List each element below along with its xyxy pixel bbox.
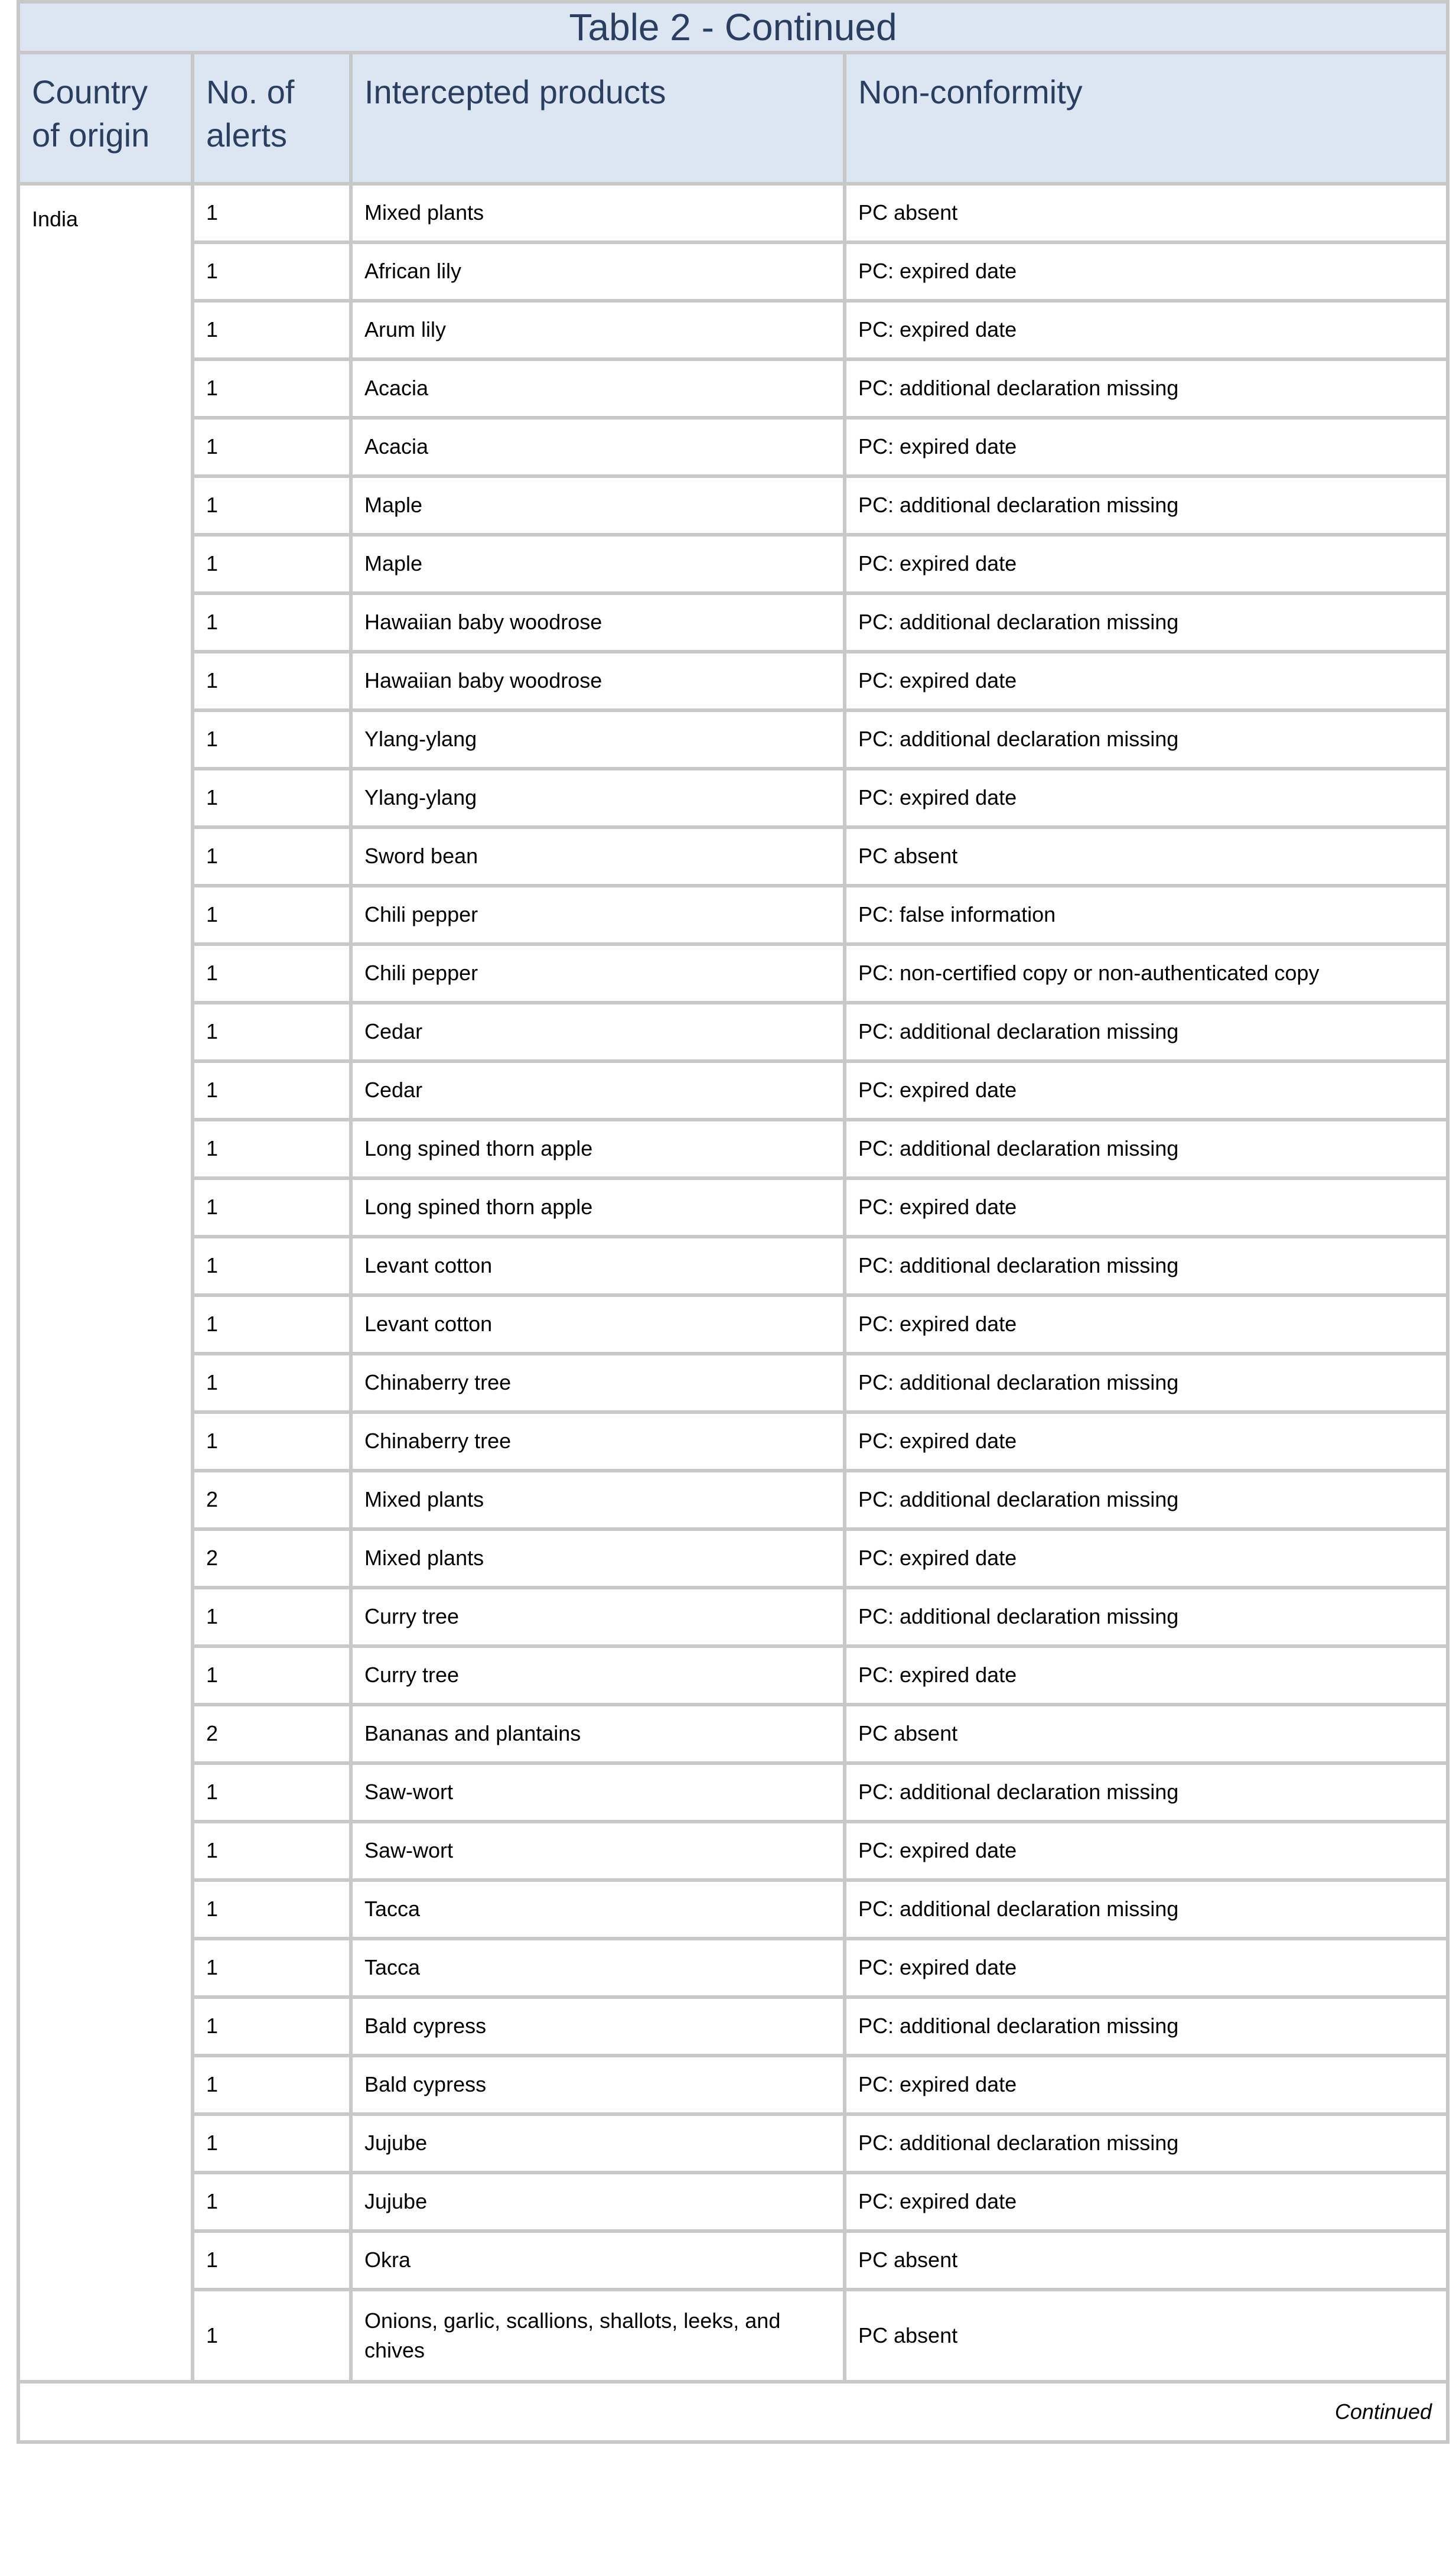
- nonconformity-cell: PC: expired date: [845, 242, 1448, 301]
- product-cell: Sword bean: [351, 827, 845, 886]
- table-row: [18, 359, 1448, 418]
- alerts-cell: 1: [193, 1822, 351, 1880]
- table-footer-row: [18, 2382, 1448, 2442]
- alerts-cell: 1: [193, 1061, 351, 1120]
- product-cell: Bald cypress: [351, 2056, 845, 2114]
- product-cell: Curry tree: [351, 1588, 845, 1646]
- product-cell: Ylang-ylang: [351, 769, 845, 827]
- product-cell: Maple: [351, 476, 845, 535]
- alerts-cell: 1: [193, 2231, 351, 2290]
- product-cell: Long spined thorn apple: [351, 1178, 845, 1237]
- product-cell: Mixed plants: [351, 1471, 845, 1529]
- alerts-cell: 1: [193, 418, 351, 476]
- alerts-cell: 1: [193, 1939, 351, 1997]
- continued-note: Continued: [18, 2382, 1448, 2442]
- table-row: [18, 242, 1448, 301]
- table-row: [18, 1120, 1448, 1178]
- table-row: [18, 1295, 1448, 1354]
- nonconformity-cell: PC absent: [845, 1705, 1448, 1763]
- nonconformity-cell: PC: additional declaration missing: [845, 1471, 1448, 1529]
- nonconformity-cell: PC: additional declaration missing: [845, 359, 1448, 418]
- product-cell: Ylang-ylang: [351, 710, 845, 769]
- product-cell: Saw-wort: [351, 1822, 845, 1880]
- alerts-cell: 1: [193, 1237, 351, 1295]
- nonconformity-cell: PC: non-certified copy or non-authenticated copy: [845, 944, 1448, 1003]
- nonconformity-cell: PC: expired date: [845, 1061, 1448, 1120]
- product-cell: Saw-wort: [351, 1763, 845, 1822]
- alerts-cell: 1: [193, 2290, 351, 2382]
- nonconformity-cell: PC: additional declaration missing: [845, 1763, 1448, 1822]
- nonconformity-cell: PC: additional declaration missing: [845, 1237, 1448, 1295]
- alerts-cell: 1: [193, 1412, 351, 1471]
- table-row: [18, 886, 1448, 944]
- table-row: [18, 2290, 1448, 2382]
- country-cell: India: [18, 184, 193, 2382]
- product-cell: Cedar: [351, 1061, 845, 1120]
- nonconformity-cell: PC: additional declaration missing: [845, 2114, 1448, 2173]
- table-row: [18, 1646, 1448, 1705]
- table-row: [18, 2114, 1448, 2173]
- alerts-cell: 1: [193, 652, 351, 710]
- alerts-cell: 1: [193, 827, 351, 886]
- nonconformity-cell: PC: additional declaration missing: [845, 1120, 1448, 1178]
- table-row: [18, 1705, 1448, 1763]
- column-header-alerts: No. of alerts: [193, 53, 351, 184]
- table-row: [18, 2231, 1448, 2290]
- alerts-cell: 1: [193, 359, 351, 418]
- alerts-cell: 1: [193, 710, 351, 769]
- nonconformity-cell: PC: expired date: [845, 652, 1448, 710]
- table-row: [18, 1003, 1448, 1061]
- table-title-row: [18, 2, 1448, 53]
- alerts-cell: 2: [193, 1705, 351, 1763]
- product-cell: Long spined thorn apple: [351, 1120, 845, 1178]
- nonconformity-cell: PC absent: [845, 184, 1448, 242]
- product-cell: Chili pepper: [351, 886, 845, 944]
- table-row: [18, 1471, 1448, 1529]
- nonconformity-cell: PC: expired date: [845, 2056, 1448, 2114]
- alerts-cell: 1: [193, 535, 351, 593]
- table-row: [18, 769, 1448, 827]
- table-row: [18, 944, 1448, 1003]
- nonconformity-cell: PC: expired date: [845, 1822, 1448, 1880]
- table-row: [18, 1822, 1448, 1880]
- alerts-cell: 1: [193, 1646, 351, 1705]
- product-cell: Bananas and plantains: [351, 1705, 845, 1763]
- nonconformity-cell: PC: expired date: [845, 2173, 1448, 2231]
- alerts-cell: 1: [193, 1880, 351, 1939]
- table-row: [18, 1529, 1448, 1588]
- nonconformity-cell: PC: additional declaration missing: [845, 1354, 1448, 1412]
- table-row: [18, 1061, 1448, 1120]
- alerts-cell: 1: [193, 1120, 351, 1178]
- alerts-cell: 1: [193, 1354, 351, 1412]
- nonconformity-cell: PC: additional declaration missing: [845, 593, 1448, 652]
- nonconformity-cell: PC absent: [845, 2290, 1448, 2382]
- nonconformity-cell: PC: additional declaration missing: [845, 1880, 1448, 1939]
- nonconformity-cell: PC: additional declaration missing: [845, 710, 1448, 769]
- product-cell: Chili pepper: [351, 944, 845, 1003]
- alerts-cell: 1: [193, 886, 351, 944]
- nonconformity-cell: PC: expired date: [845, 769, 1448, 827]
- table-row: [18, 827, 1448, 886]
- product-cell: Chinaberry tree: [351, 1354, 845, 1412]
- product-cell: Curry tree: [351, 1646, 845, 1705]
- product-cell: Jujube: [351, 2173, 845, 2231]
- table-row: [18, 535, 1448, 593]
- nonconformity-cell: PC: expired date: [845, 301, 1448, 359]
- table-row: [18, 1354, 1448, 1412]
- nonconformity-cell: PC: additional declaration missing: [845, 1997, 1448, 2056]
- product-cell: Chinaberry tree: [351, 1412, 845, 1471]
- nonconformity-cell: PC: additional declaration missing: [845, 1588, 1448, 1646]
- product-cell: Onions, garlic, scallions, shallots, leeks, and chives: [351, 2290, 845, 2382]
- product-cell: Maple: [351, 535, 845, 593]
- nonconformity-cell: PC: additional declaration missing: [845, 1003, 1448, 1061]
- alerts-cell: 1: [193, 769, 351, 827]
- table-row: [18, 184, 1448, 242]
- nonconformity-cell: PC: expired date: [845, 1178, 1448, 1237]
- alerts-cell: 1: [193, 1178, 351, 1237]
- nonconformity-cell: PC: additional declaration missing: [845, 476, 1448, 535]
- table-row: [18, 2173, 1448, 2231]
- product-cell: Okra: [351, 2231, 845, 2290]
- table-row: [18, 476, 1448, 535]
- product-cell: Levant cotton: [351, 1295, 845, 1354]
- column-header-nonconformity: Non-conformity: [845, 53, 1448, 184]
- alerts-cell: 2: [193, 1529, 351, 1588]
- table-row: [18, 1763, 1448, 1822]
- alerts-table: [17, 0, 1450, 2444]
- alerts-cell: 1: [193, 1003, 351, 1061]
- alerts-cell: 1: [193, 301, 351, 359]
- nonconformity-cell: PC: expired date: [845, 1295, 1448, 1354]
- product-cell: Acacia: [351, 359, 845, 418]
- nonconformity-cell: PC: expired date: [845, 1529, 1448, 1588]
- table-row: [18, 1997, 1448, 2056]
- product-cell: Acacia: [351, 418, 845, 476]
- table-row: [18, 2056, 1448, 2114]
- table-title: Table 2 - Continued: [18, 2, 1448, 53]
- table-row: [18, 301, 1448, 359]
- nonconformity-cell: PC: expired date: [845, 418, 1448, 476]
- product-cell: Levant cotton: [351, 1237, 845, 1295]
- alerts-cell: 1: [193, 476, 351, 535]
- nonconformity-cell: PC: false information: [845, 886, 1448, 944]
- alerts-cell: 1: [193, 2173, 351, 2231]
- alerts-cell: 1: [193, 944, 351, 1003]
- product-cell: Arum lily: [351, 301, 845, 359]
- product-cell: Mixed plants: [351, 184, 845, 242]
- product-cell: Mixed plants: [351, 1529, 845, 1588]
- alerts-cell: 1: [193, 593, 351, 652]
- alerts-cell: 1: [193, 2056, 351, 2114]
- column-header-row: [18, 53, 1448, 184]
- nonconformity-cell: PC absent: [845, 827, 1448, 886]
- product-cell: Tacca: [351, 1880, 845, 1939]
- table-row: [18, 1939, 1448, 1997]
- nonconformity-cell: PC: expired date: [845, 1939, 1448, 1997]
- product-cell: Bald cypress: [351, 1997, 845, 2056]
- table-row: [18, 1237, 1448, 1295]
- nonconformity-cell: PC: expired date: [845, 535, 1448, 593]
- alerts-cell: 1: [193, 1295, 351, 1354]
- nonconformity-cell: PC absent: [845, 2231, 1448, 2290]
- table-row: [18, 1412, 1448, 1471]
- column-header-products: Intercepted products: [351, 53, 845, 184]
- alerts-cell: 1: [193, 2114, 351, 2173]
- table-row: [18, 1588, 1448, 1646]
- column-header-country: Country of origin: [18, 53, 193, 184]
- alerts-cell: 1: [193, 1997, 351, 2056]
- nonconformity-cell: PC: expired date: [845, 1646, 1448, 1705]
- table-row: [18, 418, 1448, 476]
- product-cell: Jujube: [351, 2114, 845, 2173]
- alerts-cell: 1: [193, 1588, 351, 1646]
- table-row: [18, 1178, 1448, 1237]
- product-cell: Hawaiian baby woodrose: [351, 593, 845, 652]
- table-body: [18, 184, 1448, 2382]
- product-cell: Cedar: [351, 1003, 845, 1061]
- table-row: [18, 1880, 1448, 1939]
- product-cell: African lily: [351, 242, 845, 301]
- table-row: [18, 593, 1448, 652]
- nonconformity-cell: PC: expired date: [845, 1412, 1448, 1471]
- product-cell: Hawaiian baby woodrose: [351, 652, 845, 710]
- alerts-cell: 1: [193, 1763, 351, 1822]
- table-row: [18, 710, 1448, 769]
- table-row: [18, 652, 1448, 710]
- alerts-cell: 1: [193, 184, 351, 242]
- alerts-cell: 2: [193, 1471, 351, 1529]
- product-cell: Tacca: [351, 1939, 845, 1997]
- alerts-cell: 1: [193, 242, 351, 301]
